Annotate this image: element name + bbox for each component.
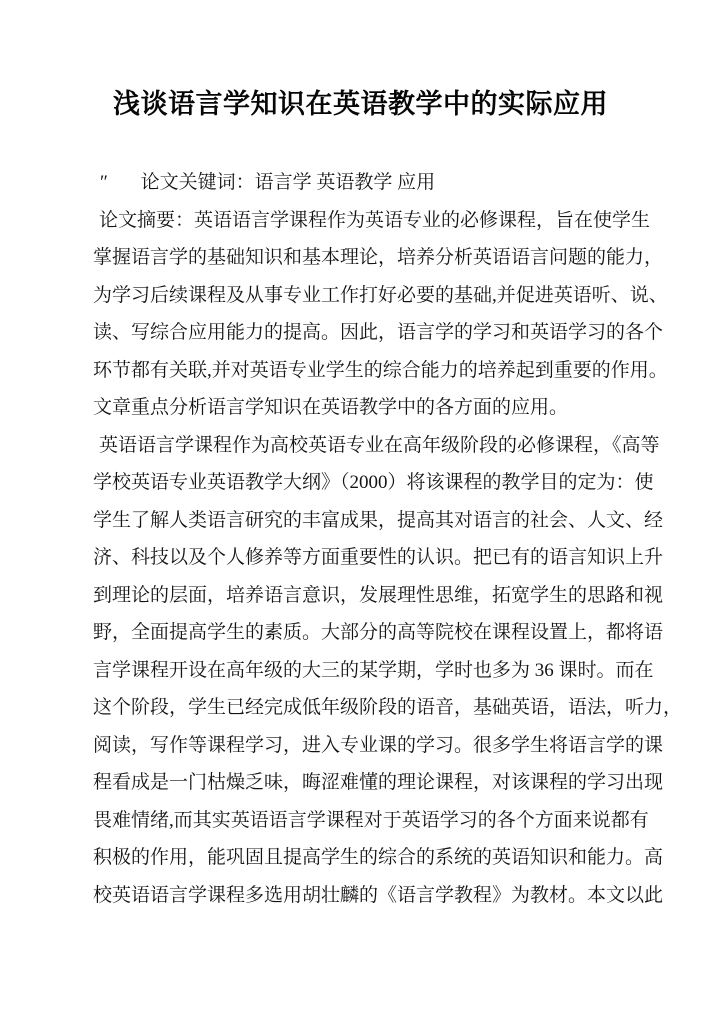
body-paragraph (93, 427, 683, 915)
text-line: 言学课程开设在高年级的大三的某学期，学时也多为 36 课时。而在 (93, 659, 654, 681)
text-line: 校英语语言学课程多选用胡壮麟的《语言学教程》为教材。本文以此 (93, 884, 664, 906)
text-line: 掌握语言学的基础知识和基本理论，培养分析英语语言问题的能力， (93, 247, 664, 268)
document-content (93, 164, 683, 914)
quote-mark: ″ (100, 172, 108, 193)
keywords-text: 论文关键词：语言学 英语教学 应用 (140, 172, 436, 193)
text-line: 程看成是一门枯燥乏味，晦涩难懂的理论课程，对该课程的学习出现 (93, 772, 664, 793)
text-line: 读、写综合应用能力的提高。因此，语言学的学习和英语学习的各个 (93, 322, 664, 343)
text-line: 这个阶段，学生已经完成低年级阶段的语音，基础英语，语法，听力， (93, 697, 683, 718)
text-line: 到理论的层面，培养语言意识，发展理性思维，拓宽学生的思路和视 (93, 584, 664, 606)
abstract-paragraph (93, 202, 668, 427)
text-line: 论文摘要：英语语言学课程作为英语专业的必修课程，旨在使学生 (99, 209, 651, 231)
keywords-line (93, 164, 625, 202)
text-line: 野，全面提高学生的素质。大部分的高等院校在课程设置上，都将语 (93, 622, 664, 643)
document-title: 浅谈语言学知识在英语教学中的实际应用 (113, 89, 608, 119)
text-line: 学校英语专业英语教学大纲》（2000）将该课程的教学目的定为：使 (93, 472, 654, 493)
text-line: 环节都有关联,并对英语专业学生的综合能力的培养起到重要的作用。 (93, 359, 668, 381)
text-line: 济、科技以及个人修养等方面重要性的认识。把已有的语言知识上升 (93, 547, 664, 568)
text-line: 英语语言学课程作为高校英语专业在高年级阶段的必修课程，《高等 (99, 434, 660, 456)
text-line: 为学习后续课程及从事专业工作打好必要的基础,并促进英语听、说、 (93, 284, 668, 306)
text-line: 积极的作用，能巩固且提高学生的综合的系统的英语知识和能力。高 (93, 847, 664, 868)
text-line: 阅读，写作等课程学习，进入专业课的学习。很多学生将语言学的课 (93, 734, 664, 756)
text-line: 学生了解人类语言研究的丰富成果，提高其对语言的社会、人文、经 (93, 509, 664, 531)
text-line: 畏难情绪,而其实英语语言学课程对于英语学习的各个方面来说都有 (93, 809, 649, 831)
text-line: 文章重点分析语言学知识在英语教学中的各方面的应用。 (93, 397, 569, 418)
